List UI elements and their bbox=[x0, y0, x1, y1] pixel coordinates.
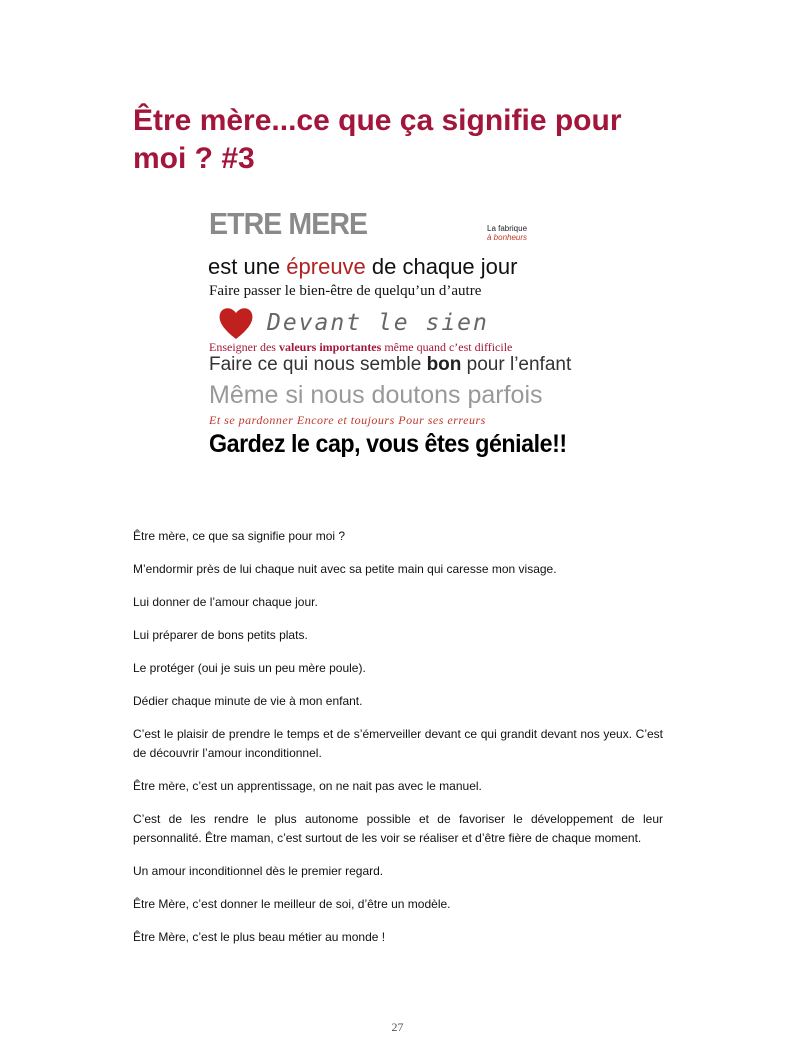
poster-line-4-bold: valeurs importantes bbox=[278, 340, 382, 354]
poster-line-5-b: pour l’enfant bbox=[461, 354, 572, 375]
paragraph: Le protéger (oui je suis un peu mère poule). bbox=[133, 661, 366, 675]
quote-poster-image bbox=[205, 204, 595, 474]
brand-line-1: La fabrique bbox=[487, 224, 528, 233]
paragraph: Être mère, c’est un apprentissage, on ne nait pas avec le manuel. bbox=[133, 779, 482, 793]
poster-line-4-a: Enseigner des bbox=[209, 340, 279, 354]
poster-line-3: Devant le sien bbox=[267, 310, 489, 336]
poster-line-1-b: de chaque jour bbox=[365, 254, 518, 279]
paragraph: M’endormir près de lui chaque nuit avec sa petite main qui caresse mon visage. bbox=[133, 562, 557, 576]
article-body bbox=[133, 527, 663, 961]
heart-icon bbox=[217, 304, 255, 342]
page-number: 27 bbox=[391, 1020, 404, 1034]
poster-line-7: Et se pardonner Encore et toujours Pour ses erreurs bbox=[209, 413, 486, 427]
paragraph: Être Mère, c’est le plus beau métier au monde ! bbox=[133, 930, 386, 944]
poster-line-5 bbox=[209, 354, 571, 376]
poster-line-1 bbox=[208, 254, 517, 280]
poster-heading: ETRE MERE bbox=[209, 206, 368, 241]
paragraph: Lui donner de l’amour chaque jour. bbox=[133, 595, 318, 609]
paragraph: Lui préparer de bons petits plats. bbox=[133, 628, 308, 642]
paragraph: C’est de les rendre le plus autonome possible et de favoriser le développement de leur personnalité. Être maman, c’est surtout de les voir se réaliser et d’être fière de chaque moment. bbox=[133, 812, 663, 845]
brand-line-2: à bonheurs bbox=[487, 233, 528, 242]
poster-line-1-accent: épreuve bbox=[286, 254, 366, 279]
poster-line-2: Faire passer le bien-être de quelqu’un d’autre bbox=[209, 283, 482, 299]
paragraph: C’est le plaisir de prendre le temps et de s’émerveiller devant ce qui grandit devant nos yeux. C’est de découvrir l’amour inconditionnel. bbox=[133, 727, 663, 760]
paragraph: Être Mère, c’est donner le meilleur de soi, d’être un modèle. bbox=[133, 897, 451, 911]
poster-line-5-a: Faire ce qui nous semble bbox=[209, 354, 427, 375]
poster-brand-logo bbox=[487, 224, 527, 242]
paragraph: Être mère, ce que sa signifie pour moi ? bbox=[133, 529, 346, 543]
poster-line-5-bold: bon bbox=[426, 354, 462, 375]
poster-line-1-a: est une bbox=[208, 254, 287, 279]
poster-line-8: Gardez le cap, vous êtes géniale!! bbox=[209, 430, 567, 458]
page-title: Être mère...ce que ça signifie pour moi ? #3 bbox=[133, 104, 622, 175]
poster-line-4-b: même quand c’est difficile bbox=[381, 340, 513, 354]
paragraph: Un amour inconditionnel dès le premier regard. bbox=[133, 864, 384, 878]
poster-line-4 bbox=[209, 340, 512, 355]
poster-line-6: Même si nous doutons parfois bbox=[209, 381, 543, 409]
paragraph: Dédier chaque minute de vie à mon enfant. bbox=[133, 694, 363, 708]
